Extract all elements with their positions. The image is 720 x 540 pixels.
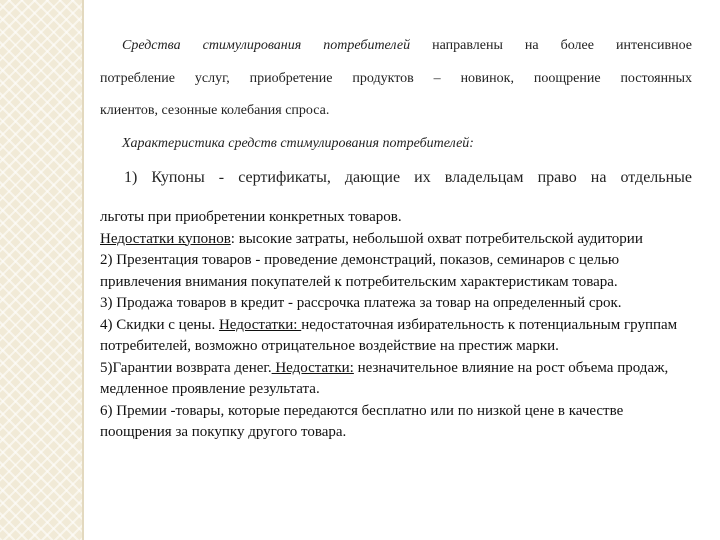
item-4-start: 4) Скидки с цены. — [100, 316, 219, 333]
item-5-start: 5)Гарантии возврата денег. — [100, 359, 272, 376]
item-2: 2) Презентация товаров - проведение демонстраций, показов, семинаров с целью привлечения внимания покупателей к потребительским характеристикам товара. — [100, 252, 620, 290]
coupons-drawbacks-text: : высокие затраты, небольшой охват потребительской аудитории — [230, 230, 643, 247]
sidebar-divider — [82, 0, 84, 540]
item-5-text: незначительное влияние на рост объема продаж, медленное проявление результата. — [100, 359, 669, 397]
intro-line-3: клиентов, сезонные колебания спроса. — [100, 103, 330, 118]
intro-line-2: потребление услуг, приобретение продуктов – новинок, поощрение постоянных — [100, 71, 692, 86]
coupons-drawbacks — [100, 229, 692, 251]
item-4-text: недостаточная избирательность к потенциальным группам потребителей, возможно отрицательное воздействие на престиж марки. — [100, 316, 678, 354]
item-3: 3) Продажа товаров в кредит - рассрочка платежа за товар на определенный срок. — [100, 295, 622, 311]
decorative-sidebar — [0, 0, 82, 540]
intro-italic-term: Средства стимулирования потребителей — [122, 38, 411, 53]
item-1-line-2: льготы при приобретении конкретных товаров. — [100, 209, 402, 225]
item-5 — [100, 358, 692, 401]
item-6: 6) Премии -товары, которые передаются бесплатно или по низкой цене в качестве поощрения за покупку другого товара. — [100, 402, 624, 440]
intro-line-1 — [100, 38, 692, 54]
intro-line-1-rest: направлены на более интенсивное — [410, 38, 692, 53]
section-heading: Характеристика средств стимулирования потребителей: — [122, 136, 474, 151]
item-1-line-1-text: 1) Купоны - сертификаты, дающие их владельцам право на отдельные — [124, 169, 692, 186]
item-5-drawbacks-label: Недостатки: — [271, 359, 354, 376]
coupons-drawbacks-label: Недостатки купонов — [100, 230, 231, 247]
body-list — [100, 207, 692, 444]
item-1-line-1 — [100, 169, 692, 187]
item-4-drawbacks-label: Недостатки: — [218, 316, 302, 333]
item-4 — [100, 315, 692, 358]
